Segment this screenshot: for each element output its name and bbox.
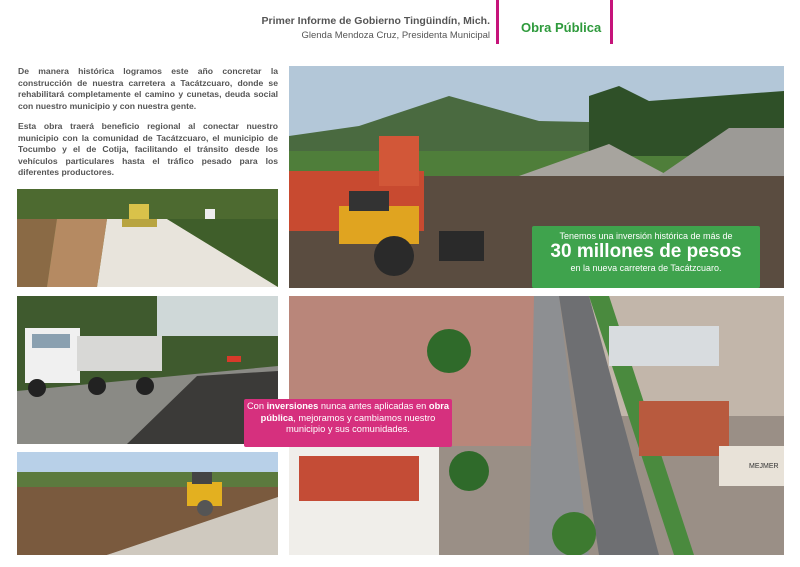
divider-right xyxy=(610,0,613,44)
photo-road-grader xyxy=(17,189,278,287)
public-works-callout xyxy=(244,399,452,447)
page-header xyxy=(0,0,800,50)
callout-line-intro: Tenemos una inversión histórica de más de xyxy=(559,231,733,241)
paragraph-benefit: Esta obra traerá beneficio regional al conectar nuestro municipio con la comunidad de Tacátzcuaro, el municipio de Tocumbo y el de Cotija, facilitando el tránsito desde los vehículos particulares hasta el tráfico pesado para los diferentes productores. xyxy=(18,121,278,177)
photo-tanker-truck xyxy=(17,296,278,444)
callout-highlight-public-works: obra pública xyxy=(260,401,450,423)
paragraph-intro: De manera histórica logramos este año concretar la construcción de nuestra carretera a Tacátzcuaro, donde se rehabilitará completamente el camino y cunetas, deuda social con nuestro municipio y con nuestra gente. xyxy=(18,66,278,111)
callout-highlight-investments: inversiones xyxy=(266,401,319,411)
section-title: Obra Pública xyxy=(521,20,602,35)
investment-callout xyxy=(532,226,760,288)
photo-road-roller xyxy=(17,452,278,555)
callout-line-detail: en la nueva carretera de Tacátzcuaro. xyxy=(570,263,722,273)
report-title: Primer Informe de Gobierno Tingüindín, Mich. xyxy=(261,15,490,27)
report-subtitle: Glenda Mendoza Cruz, Presidenta Municipal xyxy=(301,30,490,41)
callout-amount: 30 millones de pesos xyxy=(550,241,742,262)
callout-text-pre: Con xyxy=(246,401,267,411)
divider-left xyxy=(496,0,499,44)
callout-text-mid: nunca antes aplicadas en xyxy=(318,401,429,411)
storefront-sign: MEJMER xyxy=(749,463,779,470)
callout-text-post: , mejoramos y cambiamos nuestro municipio y sus comunidades. xyxy=(285,412,436,434)
